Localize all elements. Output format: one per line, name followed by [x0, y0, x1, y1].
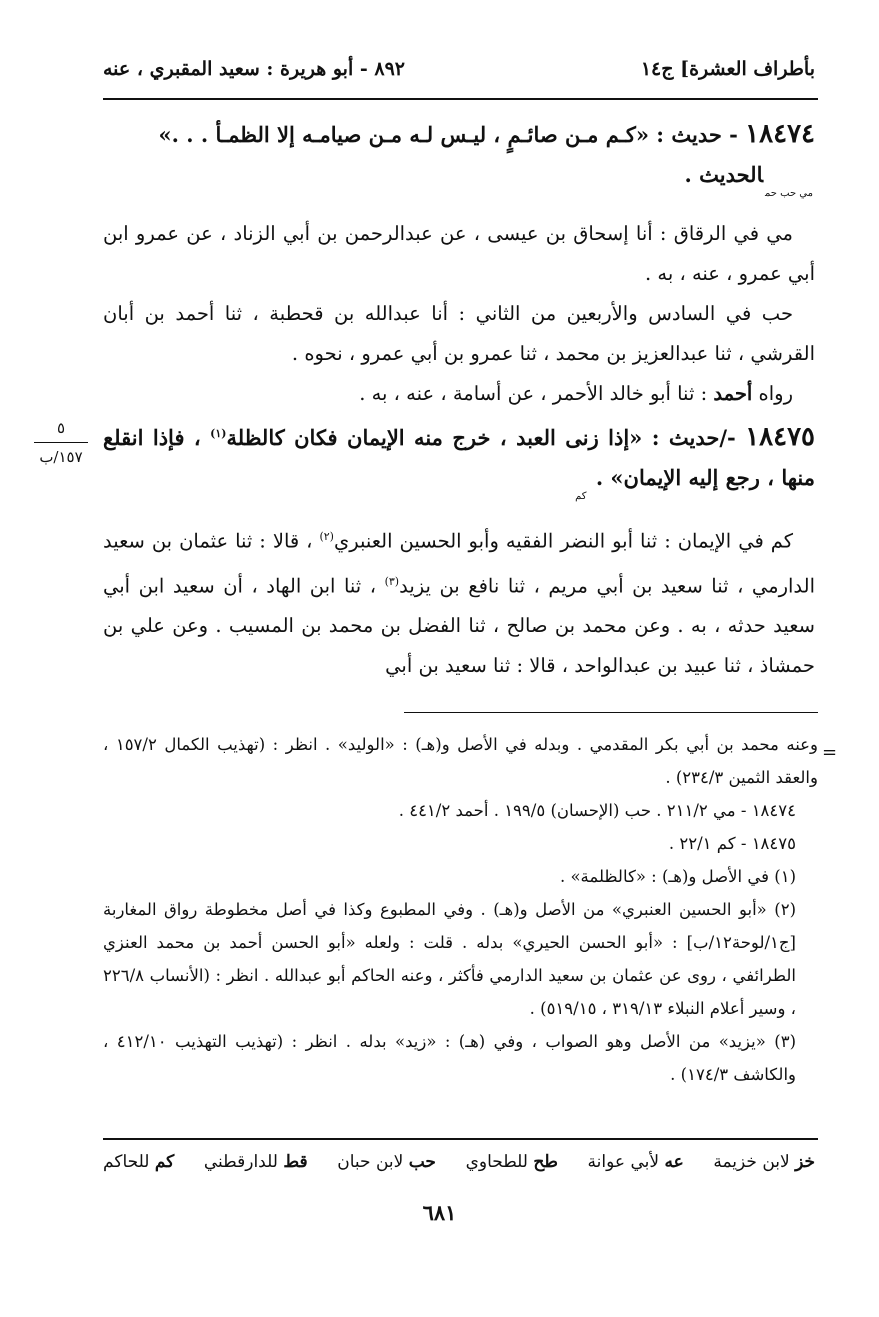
header-left: ٨٩٢ - أبو هريرة : سعيد المقبري ، عنه: [103, 58, 405, 80]
isnad-paragraph: مي في الرقاق : أنا إسحاق بن عيسى ، عن عبدالرحمن بن أبي الزناد ، عن عمرو ابن أبي عمرو ، عنه ، به .: [103, 222, 815, 285]
isnad-paragraph: [103, 517, 815, 686]
footnote-ref[interactable]: (٢): [319, 530, 334, 543]
footnote-ref[interactable]: (١): [210, 427, 227, 440]
legend-rule: [103, 1138, 818, 1140]
hadith-number: ١٨٤٧٤: [745, 119, 815, 149]
folio-reference: ١٥٧/ب: [39, 448, 83, 466]
folio-divider: [34, 442, 88, 443]
hadith-heading-end: الحديث .: [684, 162, 763, 187]
isnad-text: ، ثنا ابن الهاد ، أن سعيد ابن أبي سعيد حدثه ، به . وعن محمد بن صالح ، ثنا الفضل بن محمد بن المسيب . وعن علي بن حمشاذ ، ثنا عبيد بن عبدالواحد ، قالا : ثنا سعيد بن أبي: [103, 574, 815, 677]
page-number: ٦٨١: [422, 1200, 457, 1225]
hadith-heading-text: - حديث : «كـم مـن صائـمٍ ، ليـس لـه مـن صيامـه إلا الظمـأ . . .»: [158, 122, 738, 147]
footnotes: [103, 728, 818, 1091]
sigla-legend: [103, 1152, 815, 1172]
legend-item: عه لأبي عوانة: [587, 1152, 684, 1172]
header-rule: [103, 98, 818, 100]
running-header: [103, 52, 815, 86]
footnote-ref[interactable]: (٣): [384, 574, 400, 588]
main-text: [103, 114, 815, 686]
legend-item: كم للحاكم: [103, 1152, 175, 1172]
hadith-18474-heading: [103, 114, 815, 214]
footnote-rule: [404, 712, 818, 713]
source-sigla: كم: [575, 491, 587, 502]
isnad-text: كم في الإيمان : ثنا أبو النضر الفقيه وأبو الحسين العنبري: [333, 529, 793, 553]
hadith-18475-heading: [103, 414, 815, 517]
hadith-heading-text: ، فإذا انقلع منها ، رجع إليه الإيمان» .: [103, 425, 815, 490]
footnote: ١٨٤٧٤ - مي ٢١١/٢ . حب (الإحسان) ١٩٩/٥ . أحمد ٤٤١/٢ .: [398, 801, 796, 820]
footnote: (٣) «يزيد» من الأصل وهو الصواب ، وفي (هـ) : «زيد» بدله . انظر : (تهذيب التهذيب ٤١٢/١٠ ، والكاشف ١٧٤/٣) .: [103, 1032, 796, 1084]
isnad-source: أحمد: [713, 382, 753, 405]
hadith-heading-text: -/حديث : «إذا زنى العبد ، خرج منه الإيمان فكان كالظلة: [226, 425, 736, 450]
hadith-number: ١٨٤٧٥: [745, 422, 816, 452]
legend-item: خز لابن خزيمة: [713, 1152, 815, 1172]
manuscript-folio-marker: [26, 418, 96, 467]
continuation-mark: =: [822, 742, 838, 763]
isnad-prefix: رواه: [758, 382, 793, 405]
header-right: بأطراف العشرة] ج١٤: [640, 58, 815, 80]
isnad-paragraph: حب في السادس والأربعين من الثاني : أنا عبدالله بن قحطبة ، ثنا أحمد بن أبان القرشي ، ثنا عبدالعزيز بن محمد ، ثنا عمرو بن أبي عمرو ، نحوه .: [103, 302, 815, 365]
footnote: (٢) «أبو الحسين العنبري» من الأصل و(هـ) . وفي المطبوع وكذا في أصل مخطوطة رواق المغاربة [ج١/لوحة١٢/ب] : «أبو الحسن الحيري» بدله . قلت : ولعله «أبو الحسن أحمد بن محمد العنزي الطرائفي ، روى عن عثمان بن سعيد الدارمي فأكثر ، وعنه الحاكم أبو عبدالله . انظر : (الأنساب ٢٢٦/٨ ، وسير أعلام النبلاء ٣١٩/١٣ ، ٥١٩/١٥) .: [103, 900, 796, 1018]
footnote: (١) في الأصل و(هـ) : «كالظلمة» .: [559, 867, 796, 886]
legend-item: طح للطحاوي: [465, 1152, 558, 1172]
footnote: وعنه محمد بن أبي بكر المقدمي . وبدله في الأصل و(هـ) : «الوليد» . انظر : (تهذيب الكمال ١٥٧/٢ ، والعقد الثمين ٢٣٤/٣) .: [103, 735, 818, 787]
legend-item: حب لابن حبان: [337, 1152, 436, 1172]
source-sigla: مي حب حم: [764, 188, 813, 199]
footnote: ١٨٤٧٥ - كم ٢٢/١ .: [668, 834, 796, 853]
legend-item: قط للدارقطني: [203, 1152, 308, 1172]
isnad-paragraph: [103, 374, 815, 414]
isnad-text: : ثنا أبو خالد الأحمر ، عن أسامة ، عنه ، به .: [359, 382, 708, 405]
folio-line-number: ٥: [56, 419, 66, 437]
isnad-text: ، قالا : ثنا عثمان بن سعيد الدارمي ، ثنا سعيد بن أبي مريم ، ثنا نافع بن يزيد: [103, 529, 816, 597]
